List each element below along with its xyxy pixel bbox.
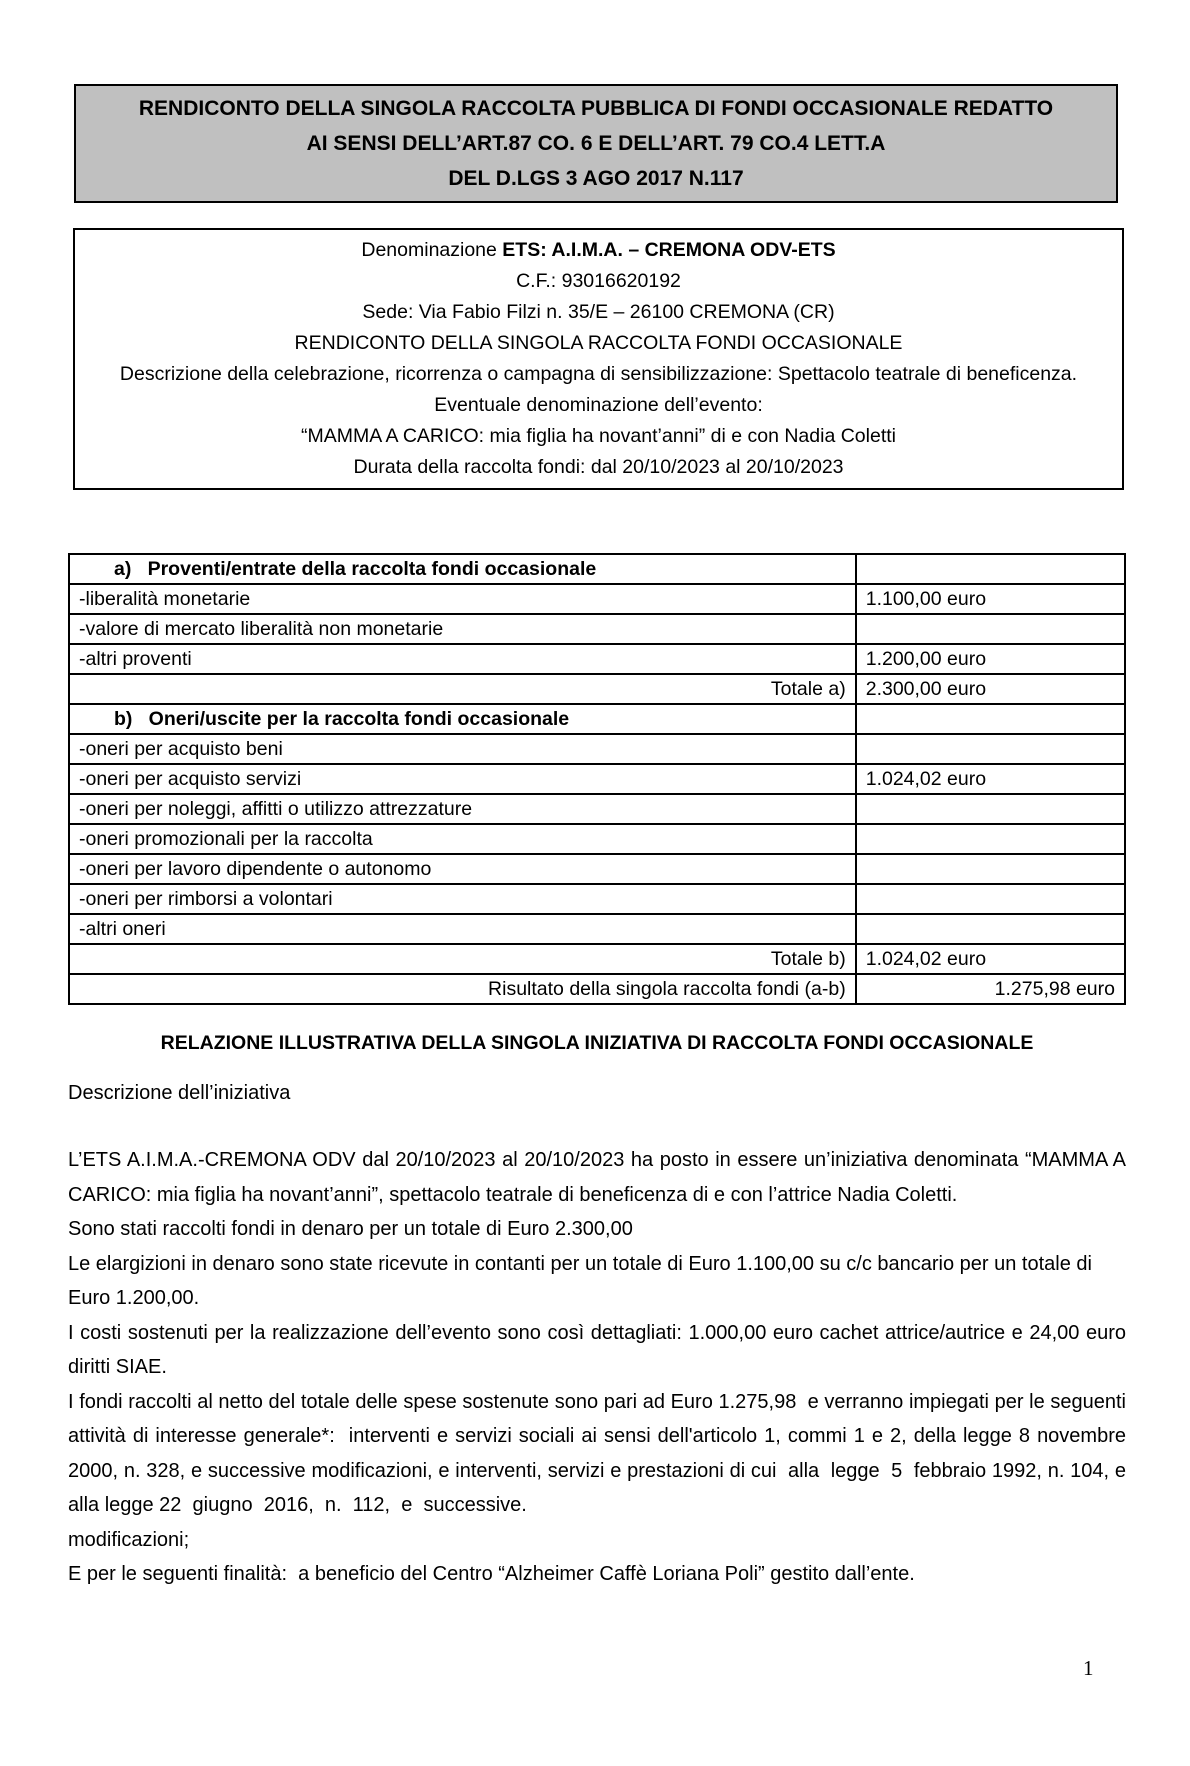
title-box	[74, 84, 1118, 203]
rendiconto-table-body	[69, 554, 1125, 1004]
row-label: Risultato della singola raccolta fondi (a-b)	[69, 974, 856, 1004]
row-value	[856, 914, 1125, 944]
info-line	[105, 266, 1092, 297]
descrizione-label: Descrizione dell’iniziativa	[68, 1082, 291, 1104]
row-label: -liberalità monetarie	[69, 584, 856, 614]
table-row	[69, 734, 1125, 764]
table-row	[69, 974, 1125, 1004]
info-line	[105, 421, 1092, 452]
row-value	[856, 614, 1125, 644]
table-row	[69, 704, 1125, 734]
row-label: Totale a)	[69, 674, 856, 704]
row-value: 1.100,00 euro	[856, 584, 1125, 614]
entity-info-box	[73, 228, 1124, 490]
body-paragraph: I fondi raccolti al netto del totale delle spese sostenute sono pari ad Euro 1.275,98 e verranno impiegati per le seguenti attività di interesse generale*: interventi e servizi sociali ai sensi dell'articolo 1, commi 1 e 2, della legge 8 novembre 2000, n. 328, e successive modificazioni, e interventi, servizi e prestazioni di cui alla legge 5 febbraio 1992, n. 104, e alla legge 22 giugno 2016, n. 112, e successive.	[68, 1390, 1126, 1516]
table-row	[69, 614, 1125, 644]
info-line-text: Descrizione della celebrazione, ricorrenza o campagna di sensibilizzazione: Spettacolo teatrale di beneficenza.	[119, 363, 1078, 385]
row-value: 2.300,00 euro	[856, 674, 1125, 704]
row-value: 1.275,98 euro	[856, 974, 1125, 1004]
row-label: -altri oneri	[69, 914, 856, 944]
table-row	[69, 794, 1125, 824]
info-line	[105, 390, 1092, 421]
document-page	[68, 84, 1126, 1592]
info-line	[105, 235, 1092, 266]
row-label: -oneri per acquisto servizi	[69, 764, 856, 794]
title-line: RENDICONTO DELLA SINGOLA RACCOLTA PUBBLICA DI FONDI OCCASIONALE REDATTO	[138, 97, 1054, 120]
row-value: 1.024,02 euro	[856, 944, 1125, 974]
row-value	[856, 554, 1125, 584]
info-line-text: RENDICONTO DELLA SINGOLA RACCOLTA FONDI OCCASIONALE	[294, 332, 903, 354]
info-line-text: “MAMMA A CARICO: mia figlia ha novant’anni” di e con Nadia Coletti	[300, 425, 896, 447]
info-line	[105, 359, 1092, 390]
info-line-text: Denominazione	[361, 239, 503, 261]
table-row	[69, 884, 1125, 914]
body-paragraph: Le elargizioni in denaro sono state ricevute in contanti per un totale di Euro 1.100,00 su c/c bancario per un totale di Euro 1.200,00.	[68, 1252, 1092, 1309]
body-paragraph: I costi sostenuti per la realizzazione dell’evento sono così dettagliati: 1.000,00 euro cachet attrice/autrice e 24,00 euro diritti SIAE.	[68, 1321, 1126, 1378]
info-line-text: Sede: Via Fabio Filzi n. 35/E – 26100 CREMONA (CR)	[362, 301, 835, 323]
row-label: -oneri per lavoro dipendente o autonomo	[69, 854, 856, 884]
body-paragraph: modificazioni;	[68, 1528, 190, 1551]
info-line-text: C.F.: 93016620192	[516, 270, 681, 292]
row-label: -oneri per acquisto beni	[69, 734, 856, 764]
body-paragraph: E per le seguenti finalità: a beneficio del Centro “Alzheimer Caffè Loriana Poli” gestito dall’ente.	[68, 1563, 915, 1585]
row-label: -oneri promozionali per la raccolta	[69, 824, 856, 854]
info-line	[105, 328, 1092, 359]
row-value	[856, 734, 1125, 764]
title-line: AI SENSI DELL’ART.87 CO. 6 E DELL’ART. 79 CO.4 LETT.A	[306, 132, 886, 155]
row-label: a) Proventi/entrate della raccolta fondi occasionale	[69, 554, 856, 584]
info-line	[105, 452, 1092, 483]
row-value: 1.024,02 euro	[856, 764, 1125, 794]
row-label: -oneri per rimborsi a volontari	[69, 884, 856, 914]
relazione-heading: RELAZIONE ILLUSTRATIVA DELLA SINGOLA INIZIATIVA DI RACCOLTA FONDI OCCASIONALE	[160, 1032, 1034, 1054]
table-row	[69, 824, 1125, 854]
info-line-bold-text: ETS: A.I.M.A. – CREMONA ODV-ETS	[502, 239, 836, 261]
relazione-body	[68, 1143, 1126, 1592]
row-value	[856, 704, 1125, 734]
info-line-text: Eventuale denominazione dell’evento:	[434, 394, 763, 416]
table-row	[69, 764, 1125, 794]
row-label: Totale b)	[69, 944, 856, 974]
table-row	[69, 854, 1125, 884]
row-label: b) Oneri/uscite per la raccolta fondi occasionale	[69, 704, 856, 734]
row-label: -oneri per noleggi, affitti o utilizzo attrezzature	[69, 794, 856, 824]
table-row	[69, 644, 1125, 674]
row-value	[856, 824, 1125, 854]
info-line-text: Durata della raccolta fondi: dal 20/10/2023 al 20/10/2023	[353, 456, 844, 478]
info-line	[105, 297, 1092, 328]
body-paragraph: L’ETS A.I.M.A.-CREMONA ODV dal 20/10/2023 al 20/10/2023 ha posto in essere un’iniziativa denominata “MAMMA A CARICO: mia figlia ha novant’anni”, spettacolo teatrale di beneficenza di e con l’attrice Nadia Coletti.	[68, 1149, 1126, 1206]
row-value	[856, 884, 1125, 914]
table-row	[69, 914, 1125, 944]
row-value	[856, 854, 1125, 884]
row-label: -altri proventi	[69, 644, 856, 674]
table-row	[69, 944, 1125, 974]
rendiconto-table	[68, 553, 1126, 1005]
table-row	[69, 554, 1125, 584]
row-value: 1.200,00 euro	[856, 644, 1125, 674]
table-row	[69, 674, 1125, 704]
body-paragraph: Sono stati raccolti fondi in denaro per un totale di Euro 2.300,00	[68, 1218, 633, 1240]
page-number: 1	[1083, 1656, 1094, 1680]
table-row	[69, 584, 1125, 614]
row-value	[856, 794, 1125, 824]
row-label: -valore di mercato liberalità non monetarie	[69, 614, 856, 644]
title-line: DEL D.LGS 3 AGO 2017 N.117	[448, 167, 744, 190]
